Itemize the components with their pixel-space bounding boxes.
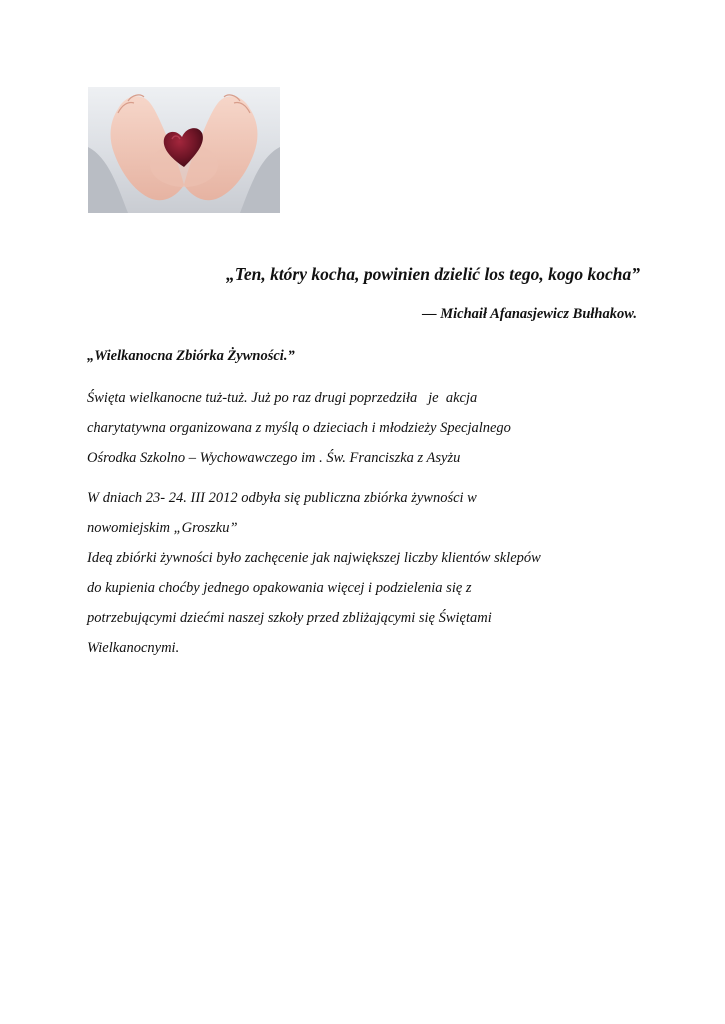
paragraph-line: Ośrodka Szkolno – Wychowawczego im . Św. Franciszka z Asyżu: [87, 450, 461, 466]
paragraph-line: do kupienia choćby jednego opakowania więcej i podzielenia się z: [87, 580, 472, 596]
quote-author: — Michaił Afanasjewicz Bułhakow.: [422, 306, 637, 322]
heart-in-hands-photo: [88, 87, 280, 213]
paragraph-line: Wielkanocnymi.: [87, 640, 180, 656]
paragraph-line: Święta wielkanocne tuż-tuż. Już po raz drugi poprzedziła je akcja: [87, 390, 478, 406]
paragraph-line: Ideą zbiórki żywności było zachęcenie jak największej liczby klientów sklepów: [87, 550, 541, 566]
paragraph-1: [87, 383, 677, 473]
paragraph-line: nowomiejskim „Groszku”: [87, 520, 238, 536]
paragraph-line: charytatywna organizowana z myślą o dzieciach i młodzieży Specjalnego: [87, 420, 511, 436]
paragraph-line: potrzebującymi dziećmi naszej szkoły przed zbliżającymi się Świętami: [87, 610, 492, 626]
paragraph-2: [87, 483, 677, 663]
paragraph-line: W dniach 23- 24. III 2012 odbyła się publiczna zbiórka żywności w: [87, 490, 477, 506]
quote-text: „Ten, który kocha, powinien dzielić los tego, kogo kocha”: [225, 264, 640, 284]
article-heading: „Wielkanocna Zbiórka Żywności.”: [87, 348, 295, 364]
